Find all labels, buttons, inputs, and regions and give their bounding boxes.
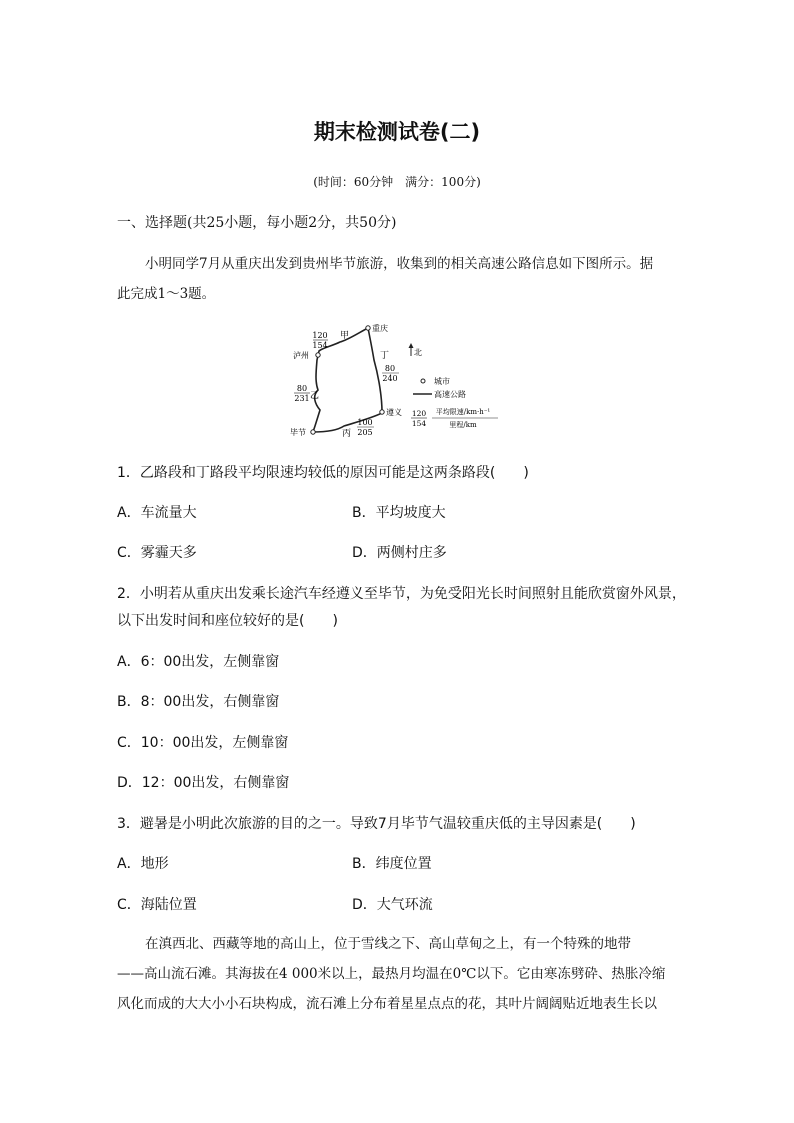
legend-speed-label: 平均限速/km·h⁻¹ xyxy=(435,408,491,416)
section-heading: 一、选择题(共25小题，每小题2分，共50分) xyxy=(117,215,397,231)
bing-distance: 205 xyxy=(357,428,373,437)
q1-option-d[interactable]: D．两侧村庄多 xyxy=(352,545,447,561)
north-arrow-icon xyxy=(409,343,414,356)
q1-option-a[interactable]: A．车流量大 xyxy=(117,505,197,521)
intro-paragraph xyxy=(117,249,682,309)
ding-distance: 240 xyxy=(382,374,398,383)
city-marker-chongqing xyxy=(366,326,370,330)
q2-option-c[interactable]: C．10：00出发，左侧靠窗 xyxy=(117,735,289,751)
legend-sample-speed: 120 xyxy=(411,409,427,418)
ding-speed: 80 xyxy=(384,364,396,373)
q2-option-d[interactable]: D．12：00出发，右侧靠窗 xyxy=(117,775,290,791)
segment-label-ding: 丁 xyxy=(380,351,390,361)
q3-option-a[interactable]: A．地形 xyxy=(117,856,169,872)
passage-2-line-1: 在滇西北、西藏等地的高山上，位于雪线之下、高山草甸之上，有一个特殊的地带 xyxy=(145,936,631,952)
city-marker-zunyi xyxy=(380,410,384,414)
city-label-luzhou: 泸州 xyxy=(293,351,309,360)
legend-sample-distance: 154 xyxy=(411,419,427,428)
highway-map xyxy=(282,318,512,443)
passage-2-line-3: 风化而成的大大小小石块构成，流石滩上分布着星星点点的花，其叶片阔阔贴近地表生长以 xyxy=(117,996,657,1012)
intro-line-2: 此完成1～3题。 xyxy=(117,286,216,302)
page-title: 期末检测试卷(二) xyxy=(313,120,481,144)
legend-city-icon xyxy=(421,379,425,383)
passage-2 xyxy=(117,929,682,1019)
jia-speed: 120 xyxy=(312,331,328,340)
question-2-stem-line-2: 以下出发时间和座位较好的是( ) xyxy=(117,613,338,629)
jia-distance: 154 xyxy=(312,341,328,350)
q3-option-c[interactable]: C．海陆位置 xyxy=(117,897,197,913)
city-marker-luzhou xyxy=(316,353,320,357)
city-label-zunyi: 遵义 xyxy=(386,408,402,417)
legend-city-label: 城市 xyxy=(434,377,450,386)
question-2-stem-line-1: 2．小明若从重庆出发乘长途汽车经遵义至毕节，为免受阳光长时间照射且能欣赏窗外风景， xyxy=(117,586,686,602)
q1-option-b[interactable]: B．平均坡度大 xyxy=(352,505,446,521)
intro-line-1: 小明同学7月从重庆出发到贵州毕节旅游，收集到的相关高速公路信息如下图所示。据 xyxy=(145,256,654,272)
exam-info: (时间：60分钟 满分：100分) xyxy=(313,175,481,189)
question-1-stem: 1．乙路段和丁路段平均限速均较低的原因可能是这两条路段( ) xyxy=(117,465,529,481)
segment-label-jia: 甲 xyxy=(340,331,350,341)
q2-option-b[interactable]: B．8：00出发，右侧靠窗 xyxy=(117,694,280,710)
yi-distance: 231 xyxy=(294,394,310,403)
city-marker-bijie xyxy=(311,430,315,434)
yi-speed: 80 xyxy=(296,384,308,393)
bing-speed: 100 xyxy=(357,418,373,427)
q1-option-c[interactable]: C．雾霾天多 xyxy=(117,545,197,561)
question-3-stem: 3．避暑是小明此次旅游的目的之一。导致7月毕节气温较重庆低的主导因素是( ) xyxy=(117,816,636,832)
q2-option-a[interactable]: A．6：00出发，左侧靠窗 xyxy=(117,654,280,670)
legend-highway-label: 高速公路 xyxy=(434,390,466,399)
city-label-chongqing: 重庆 xyxy=(372,324,388,333)
segment-label-yi: 乙 xyxy=(310,391,320,401)
segment-label-bing: 丙 xyxy=(342,429,352,439)
passage-2-line-2: ——高山流石滩。其海拔在4 000米以上，最热月均温在0℃以下。它由寒冻劈砕、热胀冷缩 xyxy=(117,966,666,982)
q3-option-d[interactable]: D．大气环流 xyxy=(352,897,433,913)
city-label-bijie: 毕节 xyxy=(290,428,306,437)
legend-distance-label: 里程/km xyxy=(449,421,477,429)
q3-option-b[interactable]: B．纬度位置 xyxy=(352,856,432,872)
north-label: 北 xyxy=(414,348,422,357)
